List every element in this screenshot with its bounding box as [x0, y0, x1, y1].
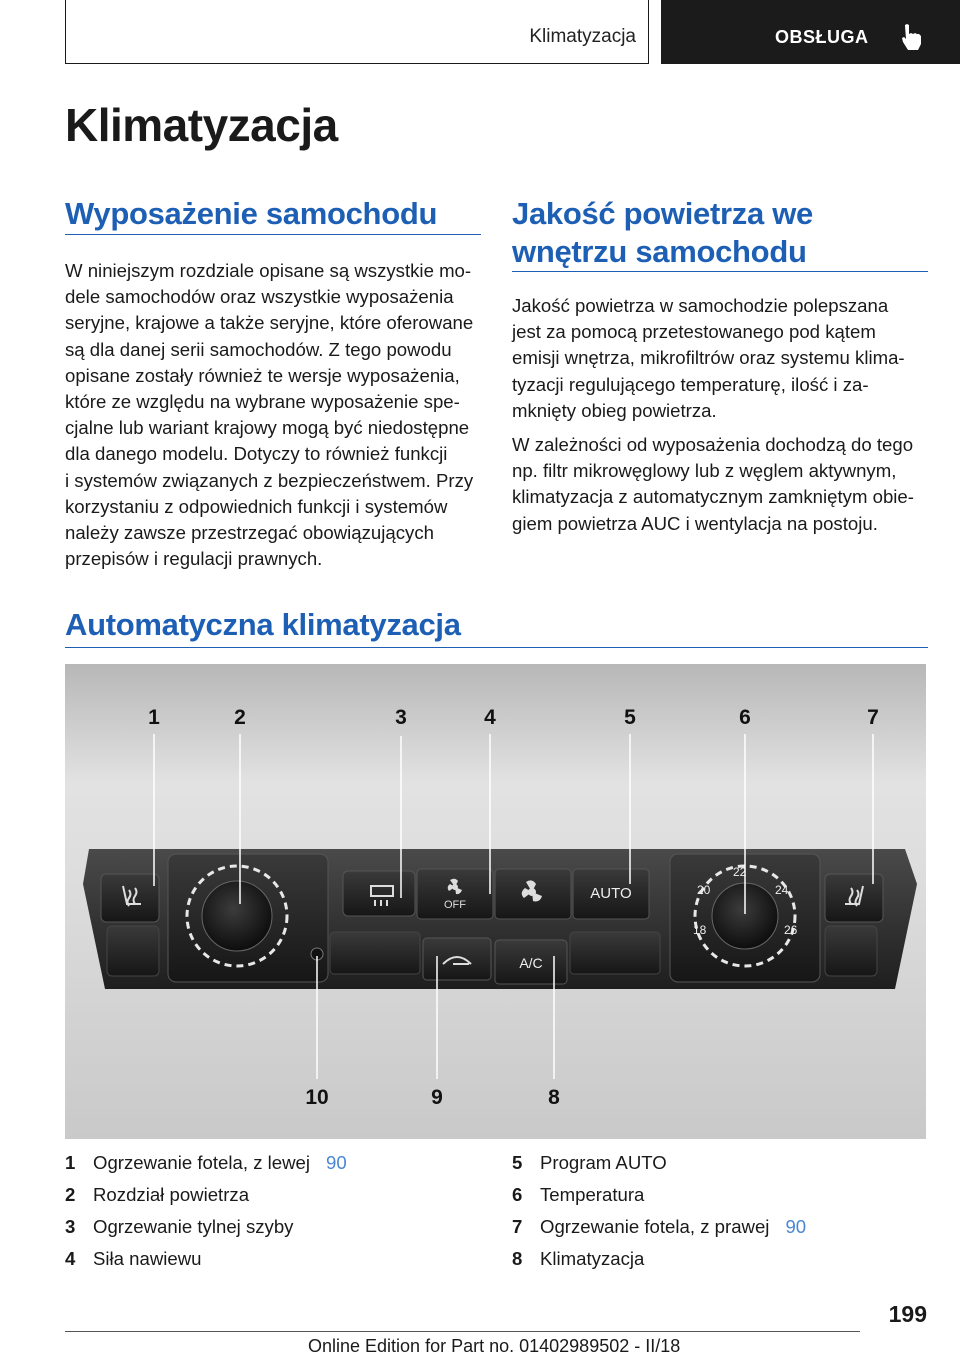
pointing-hand-icon	[899, 22, 925, 52]
legend-number: 6	[512, 1184, 523, 1205]
legend-number: 5	[512, 1152, 523, 1173]
air-quality-heading-line2: wnętrzu samochodu	[512, 234, 807, 269]
legend-number: 4	[65, 1248, 76, 1269]
text-line: i systemów związanych z bezpieczeństwem. Przy	[65, 469, 474, 491]
callout-10: 10	[305, 1086, 329, 1109]
callout-6: 6	[739, 706, 751, 729]
air-quality-heading-line1: Jakość powietrza we	[512, 196, 813, 231]
callout-1: 1	[148, 706, 160, 729]
auto-label: AUTO	[590, 885, 632, 902]
legend-number: 3	[65, 1216, 76, 1237]
equipment-heading-rule	[65, 234, 481, 235]
legend-text: Ogrzewanie fotela, z lewej	[93, 1152, 311, 1173]
text-line: należy zawsze przestrzegać obowiązujących	[65, 522, 434, 544]
temp-label-18: 18	[693, 923, 707, 937]
callout-8: 8	[548, 1086, 560, 1109]
page-reference-link[interactable]: 90	[326, 1152, 347, 1173]
page-number: 199	[888, 1301, 927, 1327]
lower-blank-left-button	[330, 932, 420, 974]
legend-text: Temperatura	[540, 1184, 645, 1205]
legend-text: Klimatyzacja	[540, 1248, 645, 1269]
air-quality-heading	[512, 195, 813, 271]
climate-panel-figure	[65, 664, 926, 1139]
rear-window-heating-button	[343, 871, 415, 916]
callout-9: 9	[431, 1086, 443, 1109]
auto-ac-heading: Automatyczna klimatyzacja	[65, 607, 461, 642]
paragraph	[512, 432, 914, 537]
paragraph	[512, 293, 914, 424]
equipment-body	[65, 258, 473, 572]
page-reference-link[interactable]: 90	[785, 1216, 807, 1237]
legend-text: Ogrzewanie tylnej szyby	[93, 1216, 294, 1237]
lower-blank-right-button	[570, 932, 660, 974]
left-lower-button	[107, 926, 159, 976]
callout-4: 4	[484, 706, 496, 729]
off-label: OFF	[444, 899, 466, 911]
fan-off-button	[417, 869, 493, 919]
text-line: opisane zostały również te wersje wyposażenia,	[65, 364, 460, 386]
legend-number: 2	[65, 1184, 76, 1205]
text-line: Jakość powietrza w samochodzie polepszana	[512, 295, 889, 316]
text-line: jest za pomocą przetestowanego pod kątem	[512, 321, 876, 343]
text-line: giem powietrza AUC i wentylacja na postoju.	[512, 512, 878, 534]
text-line: które ze względu na wybrane wyposażenie spe-	[65, 391, 460, 413]
running-header	[65, 0, 960, 66]
text-line: tyzacji regulującego temperaturę, ilość i za-	[512, 373, 869, 395]
callout-5: 5	[624, 706, 636, 729]
temp-label-22: 22	[733, 865, 747, 879]
temp-label-20: 20	[697, 883, 711, 897]
legend-number: 1	[65, 1152, 76, 1173]
text-line: W zależności od wyposażenia dochodzą do tego	[512, 434, 914, 456]
legend-text: Ogrzewanie fotela, z prawej	[540, 1216, 770, 1237]
text-line: klimatyzacja z automatycznym zamkniętym obie-	[512, 486, 914, 508]
auto-ac-heading-rule	[65, 647, 928, 648]
callout-7: 7	[867, 706, 879, 729]
footer-rule	[65, 1331, 860, 1332]
text-line: przepisów i regulacji prawnych.	[65, 548, 323, 570]
text-line: np. filtr mikrowęglowy lub z węglem aktywnym,	[512, 460, 897, 482]
header-chapter-tab	[661, 0, 960, 64]
legend-number: 8	[512, 1248, 523, 1269]
legend-number: 7	[512, 1216, 523, 1237]
legend-text: Program AUTO	[540, 1152, 667, 1173]
air-distribution-knob	[202, 881, 272, 951]
callout-2: 2	[234, 706, 246, 729]
right-seat-heating-button	[825, 874, 883, 922]
equipment-heading: Wyposażenie samochodu	[65, 196, 438, 231]
temp-label-26: 26	[784, 923, 798, 937]
header-section-title: Klimatyzacja	[529, 26, 636, 47]
callout-3: 3	[395, 706, 407, 729]
header-chapter-title: OBSŁUGA	[775, 27, 869, 47]
text-line: dele samochodów oraz wszystkie wyposażenia	[65, 286, 454, 308]
text-line: emisji wnętrza, mikrofiltrów oraz systemu klima-	[512, 347, 905, 369]
header-section-tab	[65, 0, 649, 64]
temp-label-24: 24	[775, 883, 789, 897]
recirculation-button	[423, 938, 491, 980]
ac-label: A/C	[519, 955, 543, 971]
climate-panel-illustration	[65, 664, 926, 1139]
air-quality-body	[512, 293, 914, 545]
right-lower-button	[825, 926, 877, 976]
page-title: Klimatyzacja	[65, 99, 338, 151]
air-quality-heading-rule	[512, 271, 928, 272]
text-line: cjalne lub wariant krajowy mogą być niedostępne	[65, 417, 470, 439]
footer-edition: Online Edition for Part no. 01402989502 - II/18	[308, 1336, 681, 1356]
text-line: seryjne, krajowe a także seryjne, które oferowane	[65, 312, 474, 334]
text-line: mknięty obieg powietrza.	[512, 399, 717, 421]
text-line: dla danego modelu. Dotyczy to również funkcji	[65, 443, 448, 465]
text-line: W niniejszym rozdziale opisane są wszystkie mo-	[65, 260, 472, 281]
text-line: są dla danej serii samochodów. Z tego powodu	[65, 338, 452, 360]
text-line: korzystaniu z odpowiednich funkcji i systemów	[65, 495, 448, 517]
legend-text: Rozdział powietrza	[93, 1184, 250, 1205]
legend-text: Siła nawiewu	[93, 1248, 202, 1269]
